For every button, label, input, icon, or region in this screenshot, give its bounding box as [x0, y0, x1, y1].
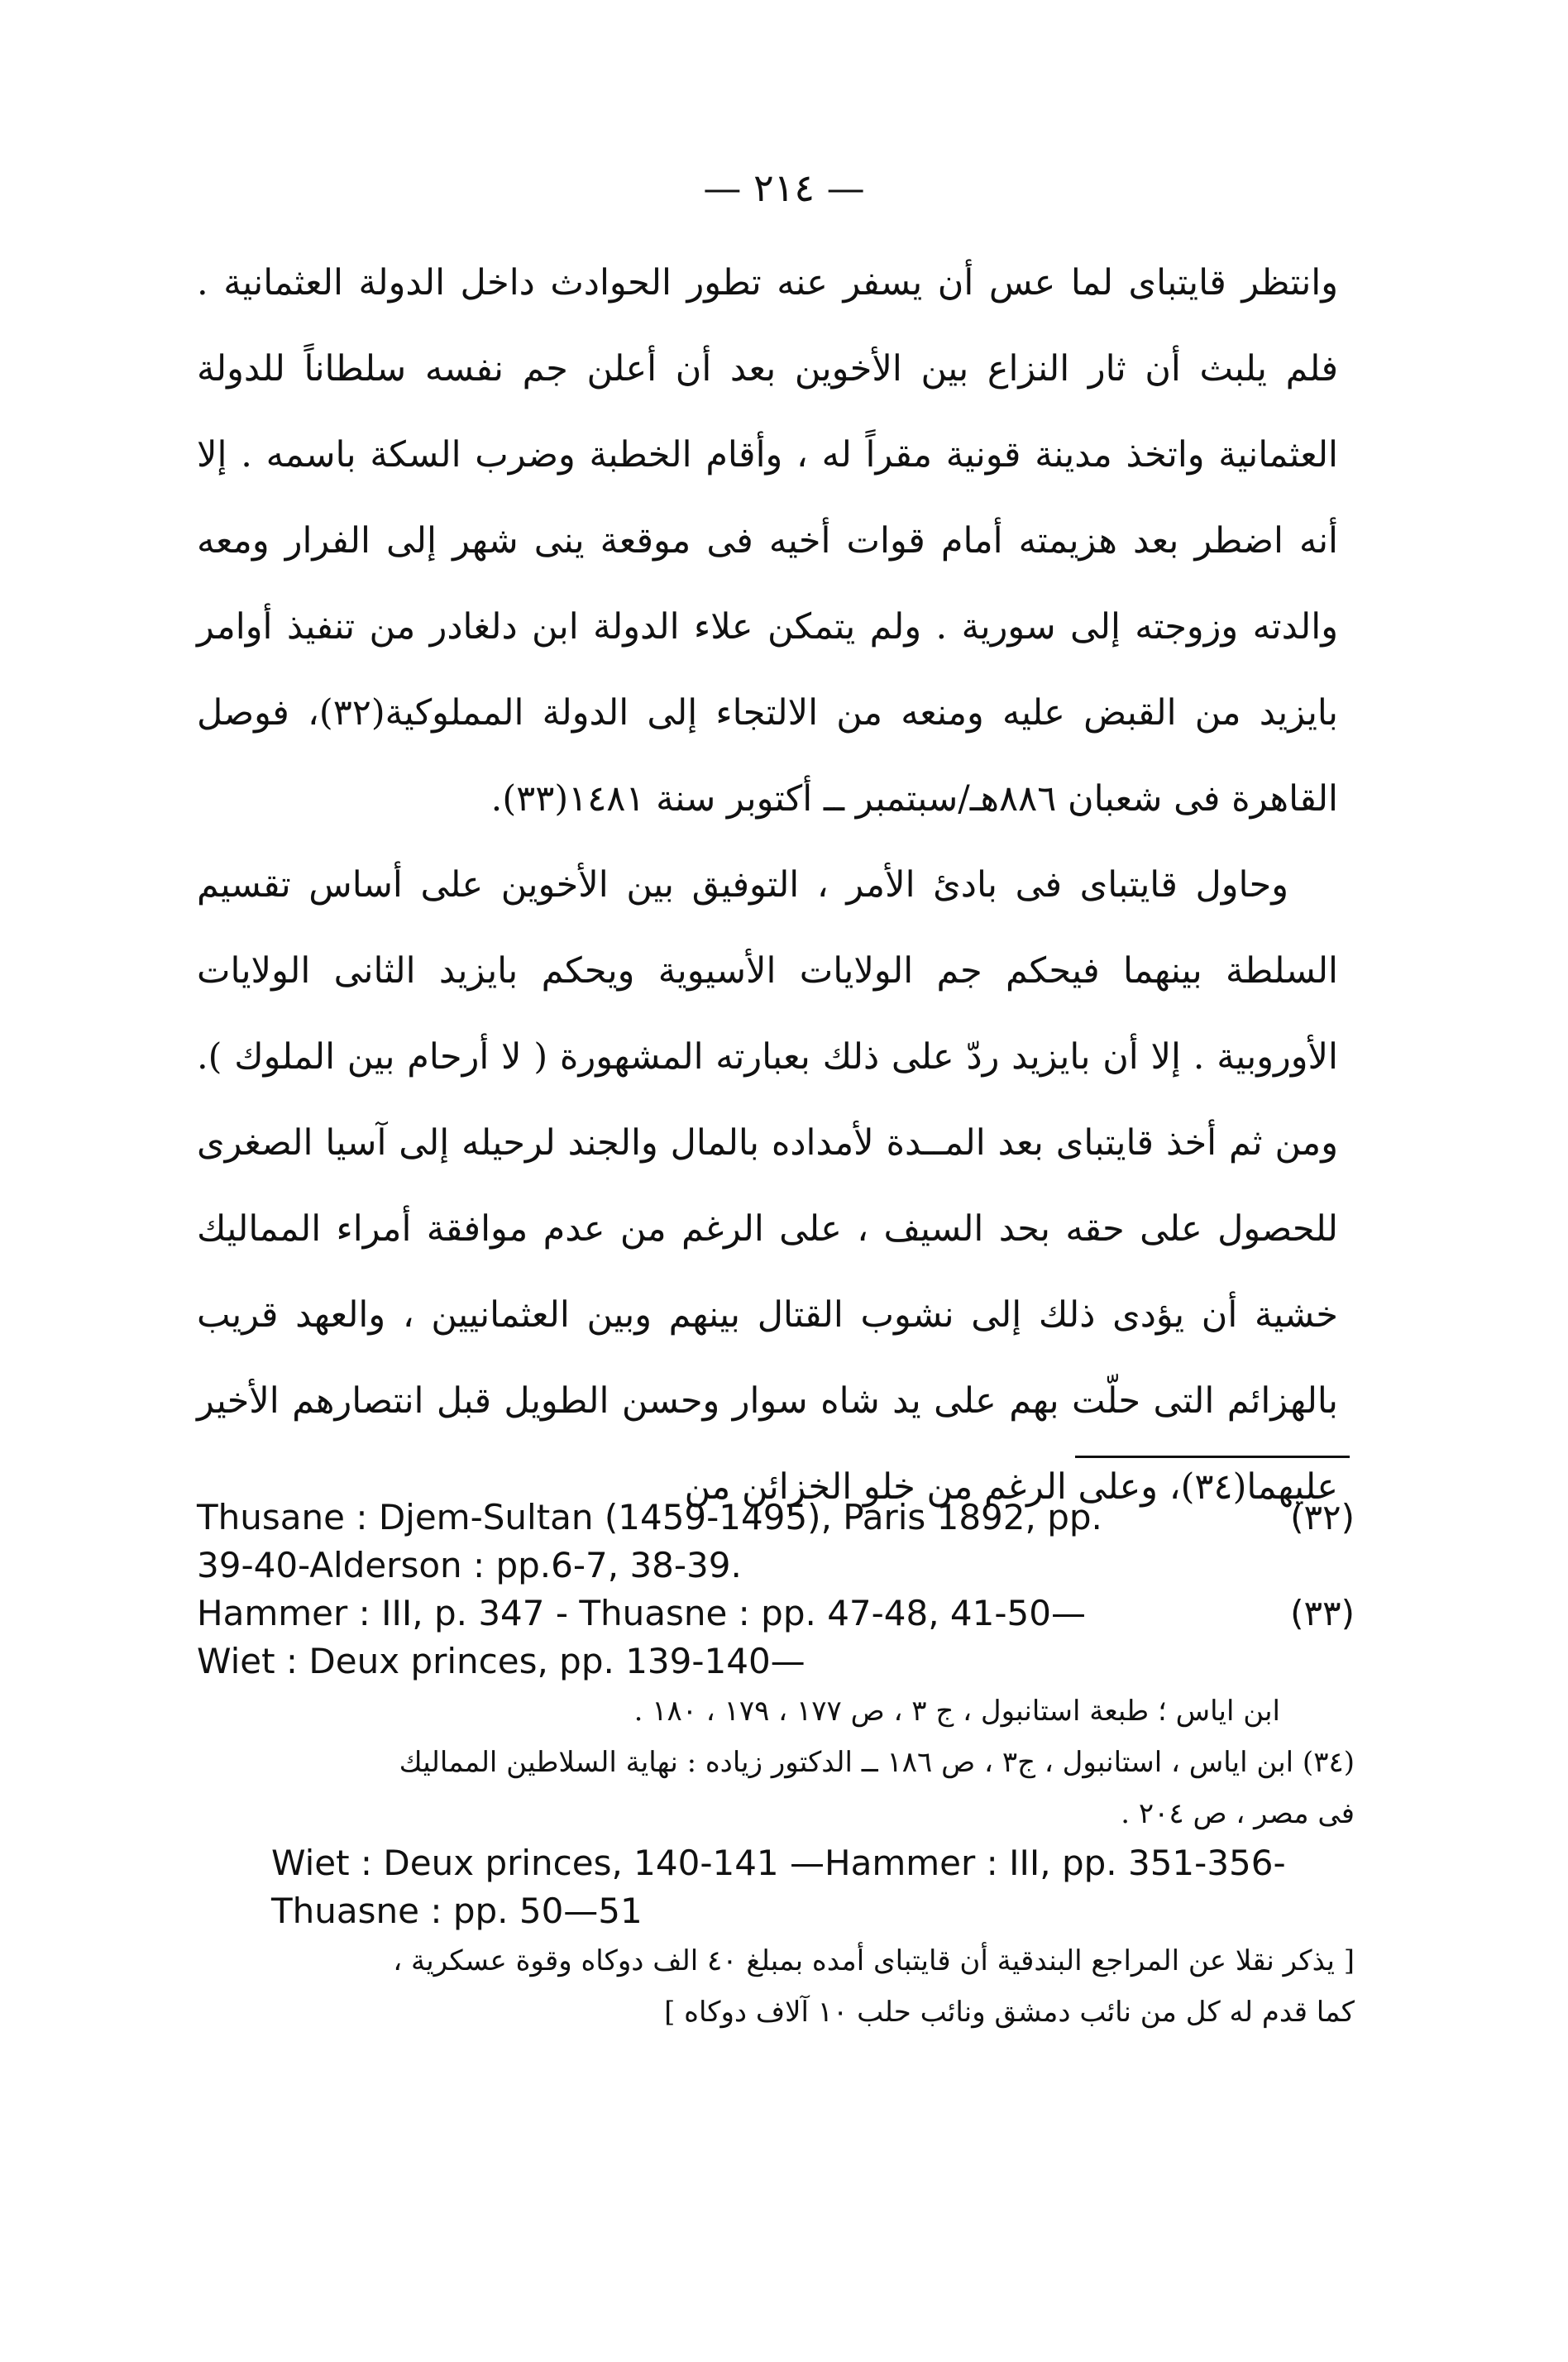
footnote-line: فى مصر ، ص ٢٠٤ . [1121, 1797, 1355, 1830]
footnote-ref: (٣٣) [1290, 1593, 1355, 1633]
footnote-line: Wiet : Deux princes, 140-141 —Hammer : III, pp. 351-356- [271, 1843, 1286, 1883]
paragraph: وحاول قايتباى فى بادئ الأمر ، التوفيق بين الأخوين على أساس تقسيم السلطة بينهما فيحكم جم الولايات الأسيوية ويحكم بايزيد الثانى الولايات الأوروبية . إلا أن بايزيد ردّ على ذلك بعبارته المشهورة ( لا أرحام بين الملوك ). ومن ثم أخذ قايتباى بعد المــدة لأمداده بالمال والجند لرحيله إلى آسيا الصغرى للحصول على حقه بحد السيف ، على الرغم من عدم موافقة أمراء المماليك خشية أن يؤدى ذلك إلى نشوب القتال بينهم وبين العثمانيين ، والعهد قريب بالهزائم التى حلّت بهم على يد شاه سوار وحسن الطويل قبل انتصارهم الأخير عليهما(٣٤)، وعلى الرغم من خلو الخزائن من [197, 864, 1338, 1508]
main-text [197, 240, 1338, 1530]
footnote-34: (٣٤) ابن اياس ، استانبول ، ج٣ ، ص ١٨٦ ــ الدكتور زياده : نهاية السلاطين المماليك [399, 1746, 1355, 1779]
page-number: — ٢١٤ — [703, 165, 865, 210]
paragraph: وانتظر قايتباى لما عس أن يسفر عنه تطور الحوادث داخل الدولة العثمانية . فلم يلبث أن ثار النزاع بين الأخوين بعد أن أعلن جم نفسه سلطاناً للدولة العثمانية واتخذ مدينة قونية مقراً له ، وأقام الخطبة وضرب السكة باسمه . إلا أنه اضطر بعد هزيمته أمام قوات أخيه فى موقعة ينى شهر إلى الفرار ومعه والدته وزوجته إلى سورية . ولم يتمكن علاء الدولة ابن دلغادر من تنفيذ أوامر بايزيد من القبض عليه ومنعه من الالتجاء إلى الدولة المملوكية(٣٢)، فوصل القاهرة فى شعبان ٨٨٦هـ/سبتمبر ــ أكتوبر سنة ١٤٨١(٣٣). [197, 262, 1339, 820]
footnote-line: Thusane : Djem-Sultan (1459-1495), Paris 1892, pp. [197, 1497, 1102, 1537]
bracket-note: [ يذكر نقلا عن المراجع البندقية أن قايتباى أمده بمبلغ ٤٠ الف دوكاه وقوة عسكرية ، [393, 1944, 1355, 1977]
footnote-line: ابن اياس ؛ طبعة استانبول ، ج ٣ ، ص ١٧٧ ، ١٧٩ ، ١٨٠ . [633, 1695, 1280, 1728]
footnote-line: Wiet : Deux princes, pp. 139-140— [197, 1641, 806, 1681]
footnote-ref: (٣٢) [1290, 1497, 1355, 1537]
footnotes [197, 1494, 1355, 2038]
footnote-line: Thuasne : pp. 50—51 [271, 1891, 643, 1931]
footnote-34-latin [197, 1839, 1355, 1935]
footnote-divider [1075, 1456, 1350, 1458]
footnote-33 [197, 1590, 1355, 1685]
footnote-32 [197, 1494, 1355, 1590]
bracket-note: كما قدم له كل من نائب دمشق ونائب حلب ١٠ آلاف دوكاه ] [664, 1996, 1355, 2029]
footnote-line: Hammer : III, p. 347 - Thuasne : pp. 47-48, 41-50— [197, 1593, 1086, 1633]
footnote-line: 39-40-Alderson : pp.6-7, 38-39. [197, 1545, 742, 1585]
